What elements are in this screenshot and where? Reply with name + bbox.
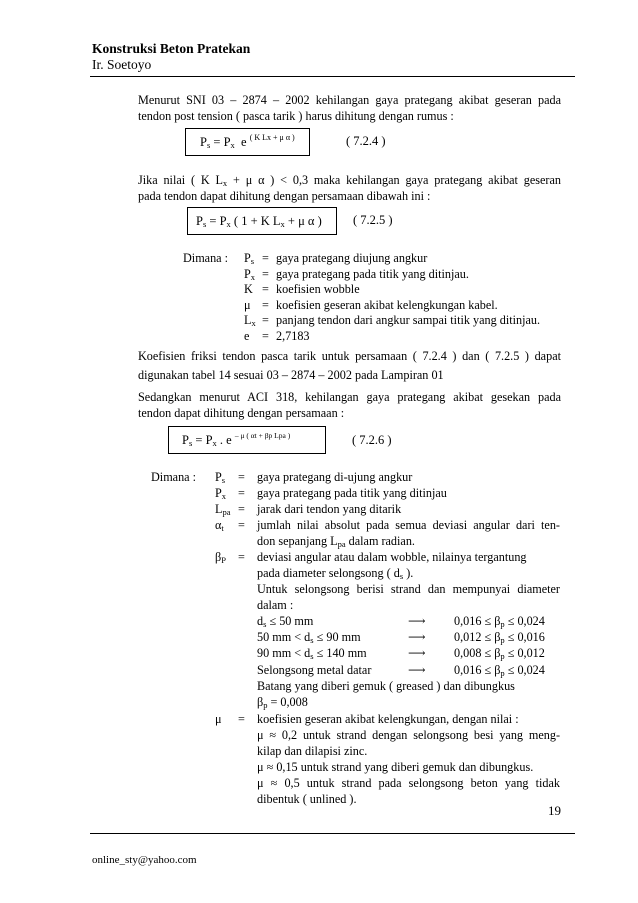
definition-symbol: $P_s$: [244, 251, 255, 266]
equation-7-2-4: [200, 135, 295, 151]
definition-lpa: jarak dari tendon yang ditarik: [257, 502, 402, 516]
definition-beta-p-line2: pada diameter selongsong ( $d_s$ ).: [257, 566, 414, 581]
equals-sign: =: [262, 328, 269, 343]
arrow-right-icon: ⟶: [408, 646, 426, 661]
paragraph-line: tendon dapat dihitung dengan persamaan :: [138, 405, 345, 420]
equals-sign: =: [238, 502, 245, 516]
equation-7-2-5-box: [187, 207, 337, 235]
definition-beta-p-line4: dalam :: [257, 598, 294, 612]
equals-sign: =: [262, 251, 269, 265]
equals-sign: =: [262, 313, 269, 327]
definition-symbol: K: [244, 282, 253, 296]
definition-text: gaya prategang diujung angkur: [276, 251, 428, 265]
range-result: $0,016 \le \beta_p \le 0,024$: [454, 614, 545, 629]
paragraph-sni-intro: [138, 93, 561, 124]
eq-subscript: s: [206, 140, 211, 150]
greased-note: Batang yang diberi gemuk ( greased ) dan dibungkus: [257, 679, 515, 693]
equals-sign: =: [238, 518, 245, 532]
eq-symbol: P: [200, 135, 207, 149]
definition-symbol: e: [244, 328, 250, 343]
mu-value-2: μ ≈ 0,15 untuk strand yang diberi gemuk dan dibungkus.: [257, 760, 534, 774]
definition-text: koefisien wobble: [276, 282, 360, 296]
range-result: $0,008 \le \beta_p \le 0,012$: [454, 646, 545, 662]
footer-divider: [90, 833, 575, 834]
equals-sign: =: [262, 297, 269, 312]
paragraph-line: pada tendon dapat dihitung dengan persamaan dibawah ini :: [138, 188, 431, 203]
definition-symbol: μ: [244, 297, 251, 312]
symbol-ps: $P_s$: [215, 470, 226, 485]
header-divider: [90, 76, 575, 77]
range-result: $0,016 \le \beta_p \le 0,024$: [454, 662, 545, 678]
mu-value-1-line1: μ ≈ 0,2 untuk strand dengan selongsong besi yang meng-: [257, 728, 560, 742]
definition-text: panjang tendon dari angkur sampai titik yang ditinjau.: [276, 313, 541, 327]
definition-ps: gaya prategang di-ujung angkur: [257, 470, 413, 484]
arrow-right-icon: ⟶: [408, 662, 426, 677]
paragraph-aci-intro: [138, 390, 561, 421]
paragraph-line: Menurut SNI 03 – 2874 – 2002 kehilangan gaya prategang akibat geseran pada: [138, 93, 561, 107]
definition-subscript: s: [250, 256, 255, 266]
paragraph-line: Jika nilai ( K $L_x + \mu$ α ) < 0,3 maka kehilangan gaya prategang akibat geseran: [138, 173, 561, 188]
definition-px: gaya prategang pada titik yang ditinjau: [257, 486, 447, 500]
paragraph-line: Koefisien friksi tendon pasca tarik untuk persamaan ( 7.2.4 ) dan ( 7.2.5 ) dapat: [138, 349, 561, 363]
footer-email: online_sty@yahoo.com: [92, 854, 197, 866]
definition-subscript: x: [250, 271, 256, 282]
equation-7-2-5: $P_s = P_x$ ( 1 + K $L_x + \mu$ α ): [196, 214, 322, 229]
symbol-lpa: $L_{pa}$: [215, 502, 231, 517]
definition-subscript: x: [251, 318, 256, 328]
paragraph-line: digunakan tabel 14 sesuai 03 – 2874 – 2002 pada Lampiran 01: [138, 367, 444, 382]
range-condition: Selongsong metal datar: [257, 662, 372, 677]
definition-symbol: $P_x$: [244, 266, 256, 282]
equation-7-2-6: $P_s = P_x$ . e $^{- \mu ( \alpha t + \beta p Lpa )}$: [182, 431, 291, 448]
document-title: Konstruksi Beton Pratekan: [92, 41, 251, 56]
equals-sign: =: [238, 550, 245, 564]
definition-alpha-t-line2: don sepanjang $L_{pa}$ dalam radian.: [257, 534, 415, 549]
range-condition: 90 mm < $d_s \le 140$ mm: [257, 646, 367, 662]
definition-symbol: $L_x$: [244, 313, 256, 328]
equation-number: ( 7.2.6 ): [352, 433, 392, 447]
definitions-label: Dimana :: [151, 470, 197, 484]
equals-sign: =: [262, 282, 269, 296]
symbol-beta-p: $\beta_P$: [215, 550, 226, 565]
definition-text: koefisien geseran akibat kelengkungan kabel.: [276, 297, 498, 312]
arrow-right-icon: ⟶: [408, 614, 426, 628]
equals-sign: =: [238, 470, 245, 484]
definition-beta-p-line3: Untuk selongsong berisi strand dan mempunyai diameter: [257, 582, 560, 596]
eq-symbol: e: [241, 135, 247, 149]
equation-7-2-6-box: [168, 426, 326, 454]
symbol-px: $P_x$: [215, 486, 227, 501]
paragraph-friction-coefficient: [138, 349, 561, 383]
definition-mu: koefisien geseran akibat kelengkungan, dengan nilai :: [257, 712, 519, 726]
mu-value-1-line2: kilap dan dilapisi zinc.: [257, 744, 368, 758]
page-number: 19: [548, 803, 561, 818]
definition-beta-p-line1: deviasi angular atau dalam wobble, nilainya tergantung: [257, 550, 527, 564]
range-condition: $d_s \le 50$ mm: [257, 614, 314, 629]
mu-value-3-line1: μ ≈ 0,5 untuk strand pada selongsong beton yang tidak: [257, 776, 560, 790]
range-condition: 50 mm < $d_s \le 90$ mm: [257, 630, 361, 646]
equation-number: ( 7.2.5 ): [353, 213, 393, 227]
equals-sign: =: [238, 486, 245, 500]
paragraph-line: Sedangkan menurut ACI 318, kehilangan gaya prategang akibat gesekan pada: [138, 390, 561, 404]
equals-sign: =: [262, 266, 269, 281]
document-author: Ir. Soetoyo: [92, 57, 152, 72]
definition-text: gaya prategang pada titik yang ditinjau.: [276, 266, 469, 281]
equation-7-2-4-box: [185, 128, 310, 156]
equation-number: ( 7.2.4 ): [346, 134, 386, 148]
equals-sign: =: [238, 712, 245, 726]
paragraph-condition: [138, 173, 561, 204]
definitions-label: Dimana :: [183, 251, 229, 265]
definition-text: 2,7183: [276, 328, 310, 343]
greased-value: $\beta_p = 0,008$: [257, 695, 308, 710]
mu-value-3-line2: dibentuk ( unlined ).: [257, 792, 357, 806]
arrow-right-icon: ⟶: [408, 630, 426, 645]
definition-alpha-t-line1: jumlah nilai absolut pada semua deviasi angular dari ten-: [257, 518, 560, 532]
eq-symbol: = P: [210, 135, 231, 149]
paragraph-line: tendon post tension ( pasca tarik ) harus dihitung dengan rumus :: [138, 108, 454, 123]
eq-subscript: x: [230, 140, 235, 150]
symbol-alpha-t: $\alpha_t$: [215, 518, 224, 533]
eq-exponent: ( K Lx + μ α ): [249, 133, 295, 142]
symbol-mu: μ: [215, 712, 222, 726]
range-result: $0,012 \le \beta_p \le 0,016$: [454, 630, 545, 646]
